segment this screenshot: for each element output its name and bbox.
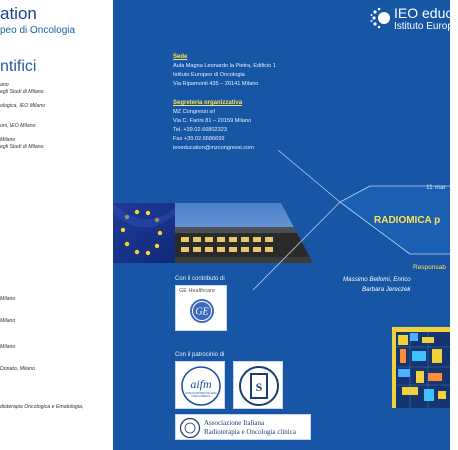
segreteria-email: ieoeducation@mzcongressi.com bbox=[173, 145, 254, 151]
responsabili-label: Responsab bbox=[413, 264, 446, 271]
radiomics-heatmap-image bbox=[392, 327, 450, 408]
committee-line: oni, IEO Milano bbox=[0, 123, 36, 129]
sirm-emblem-icon bbox=[238, 364, 280, 408]
ieo-institute-subtitle: Istituto Europe bbox=[394, 21, 458, 32]
committee-line: egli Studi di Milano bbox=[0, 89, 44, 95]
committee-line: Milano bbox=[0, 344, 16, 350]
segreteria-line: Tel. +39.02.66802323 bbox=[173, 127, 227, 133]
section-title: ntifici bbox=[0, 58, 37, 75]
decorative-lines bbox=[113, 150, 340, 290]
committee-line: egli Studi di Milano bbox=[0, 144, 44, 150]
contributo-label: Con il contributo di bbox=[175, 276, 225, 282]
event-title: RADIOMICA p bbox=[374, 215, 441, 226]
segreteria-line: MZ Congressi srl bbox=[173, 109, 216, 115]
responsabili-name-line: Barbara Jereczek bbox=[362, 286, 411, 293]
ieo-logo-icon bbox=[370, 6, 392, 30]
svg-text:GE: GE bbox=[195, 306, 209, 318]
sede-line: Istituto Europeo di Oncologia bbox=[173, 72, 245, 78]
right-panel bbox=[340, 0, 458, 450]
aifm-emblem-icon bbox=[180, 365, 222, 407]
committee-line: dioterapia Oncologica e Ematologia, bbox=[0, 404, 84, 410]
airo-logo bbox=[175, 414, 311, 440]
responsabili-name-line: Massimo Bellomi, Enrico bbox=[343, 276, 411, 283]
ge-monogram-icon bbox=[189, 298, 215, 324]
segreteria-line: Via C. Farini 81 – 20159 Milano bbox=[173, 118, 252, 124]
ge-healthcare-logo bbox=[175, 285, 227, 331]
committee-line: Milano bbox=[0, 137, 16, 143]
committee-line: Milano bbox=[0, 296, 16, 302]
patrocinio-label: Con il patrocinio di bbox=[175, 352, 225, 358]
committee-line: ologica, IEO Milano bbox=[0, 103, 45, 109]
airo-emblem-icon bbox=[179, 417, 201, 439]
middle-panel bbox=[113, 0, 340, 450]
svg-text:S: S bbox=[255, 380, 263, 394]
event-date: 11 mar bbox=[426, 184, 446, 191]
airo-line2: Radioterapia e Oncologia clinica bbox=[204, 428, 296, 436]
ge-healthcare-text: GE Healthcare bbox=[179, 288, 216, 294]
airo-line1: Associazione Italiana bbox=[204, 419, 265, 427]
sede-line: Via Ripamonti 435 – 20141 Milano bbox=[173, 81, 259, 87]
ieo-education-title: IEO educ bbox=[394, 5, 453, 21]
committee-line: Milano bbox=[0, 318, 16, 324]
brand-subtitle: peo di Oncologia bbox=[0, 25, 76, 36]
sede-header: Sede bbox=[173, 54, 188, 60]
committee-line: ano bbox=[0, 82, 9, 88]
aifm-logo bbox=[175, 361, 225, 409]
sirm-logo bbox=[233, 361, 283, 409]
aifm-subtitle: ASSOCIAZIONE ITALIANA FISICA MEDICA bbox=[185, 392, 217, 398]
brand-title: ation bbox=[0, 4, 37, 23]
committee-line: Donato, Milano bbox=[0, 366, 35, 372]
sede-line: Aula Magna Leonardo la Pietra, Edificio 1 bbox=[173, 63, 276, 69]
svg-text:aifm: aifm bbox=[190, 377, 212, 391]
segreteria-line: Fax +39.02.6686699 bbox=[173, 136, 225, 142]
segreteria-header: Segreteria organizzativa bbox=[173, 100, 243, 106]
left-panel bbox=[0, 0, 113, 450]
